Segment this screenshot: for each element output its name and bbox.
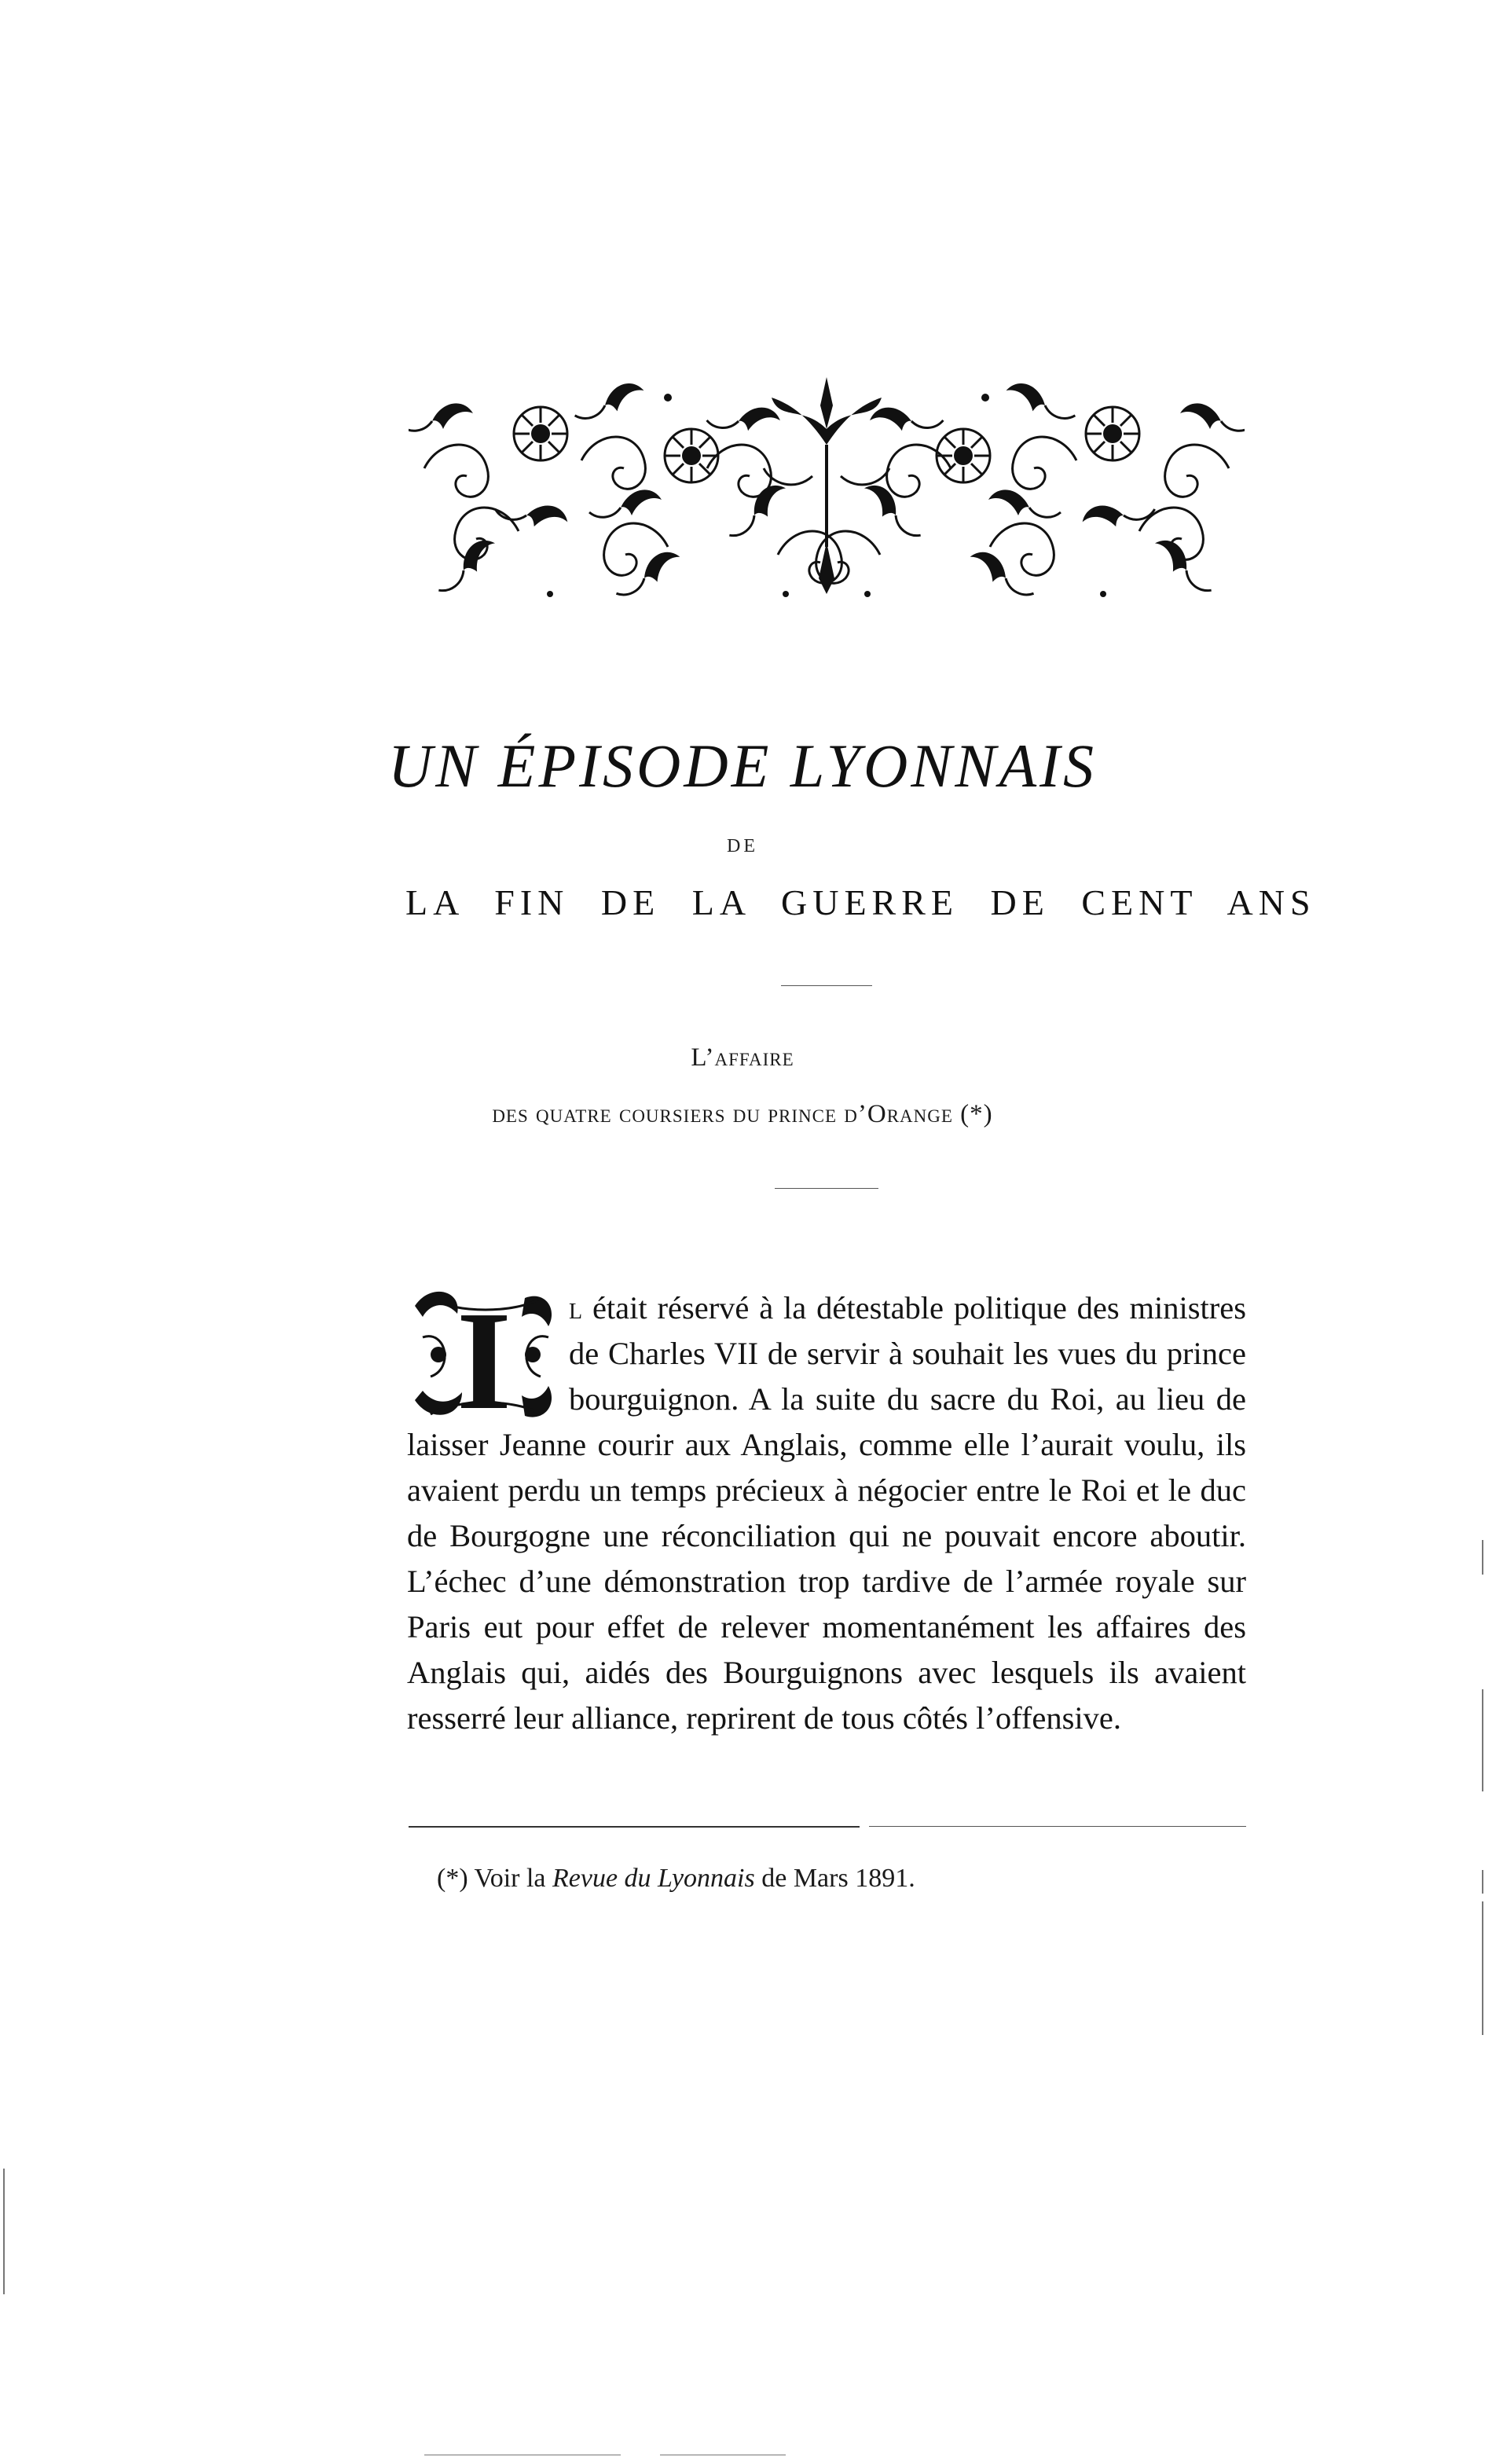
scan-mark [1482, 1870, 1483, 1894]
first-word: l [569, 1290, 583, 1326]
page-title: UN ÉPISODE LYONNAIS [387, 732, 1098, 800]
section-heading-line-1: L’affaire [691, 1043, 794, 1072]
short-divider [781, 985, 872, 986]
body-paragraph [407, 1285, 1246, 1741]
scan-mark [1482, 1689, 1483, 1791]
section-heading-line-2: des quatre coursiers du prince d’Orange (*) [492, 1100, 993, 1128]
scan-mark [1482, 1540, 1483, 1575]
footnote-journal: Revue du Lyonnais [552, 1864, 755, 1893]
short-divider [775, 1188, 878, 1189]
footnote [437, 1864, 915, 1894]
floral-headpiece-ornament [409, 374, 1245, 613]
footnote-rest: de Mars 1891. [761, 1864, 915, 1893]
footnote-rule-left [409, 1826, 860, 1828]
footnote-rule-right [869, 1826, 1246, 1827]
title-connector: DE [727, 836, 758, 856]
scan-mark [1482, 1901, 1483, 2035]
paragraph-text: était réservé à la détestable politique des ministres de Charles VII de servir à souhait les vues du prince bourguignon. A la suite du sacre du Roi, au lieu de laisser Jeanne courir aux Anglais, comme elle l’aurait voulu, ils avaient perdu un temps précieux à négocier entre le Roi et le duc de Bourgogne une réconciliation qui ne pouvait encore aboutir. L’échec d’une démonstration trop tardive de l’armée royale sur Paris eut pour effet de relever momentanément les affaires des Anglais qui, aidés des Bourguignons avec lesquels ils avaient resserré leur alliance, reprirent de tous côtés l’offensive. [407, 1290, 1247, 1736]
svg-text:I: I [456, 1282, 512, 1427]
page-subtitle: LA FIN DE LA GUERRE DE CENT ANS [405, 882, 1316, 922]
scan-mark [3, 2169, 5, 2294]
footnote-marker: (*) Voir la [437, 1864, 546, 1893]
